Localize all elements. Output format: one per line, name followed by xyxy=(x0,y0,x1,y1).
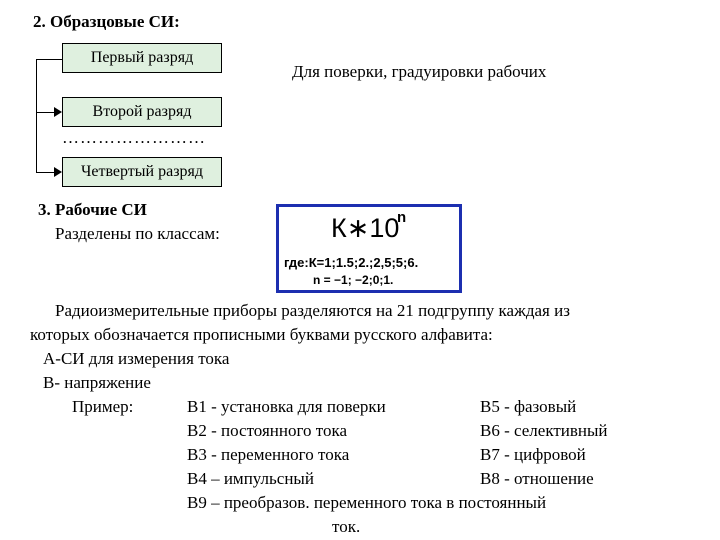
example-b1: В1 - установка для поверки xyxy=(187,397,386,416)
connector-vertical xyxy=(36,59,37,173)
formula-box xyxy=(276,204,462,293)
formula-n-values: n = −1; −2;0;1. xyxy=(313,273,394,287)
formula-base: К∗10 xyxy=(331,213,400,243)
box-first-rank-label: Первый разряд xyxy=(90,49,194,66)
formula-k-values: где:К=1;1.5;2.;2,5;5;6. xyxy=(284,255,419,270)
example-label: Пример: xyxy=(72,397,134,416)
section3-title: 3. Рабочие СИ xyxy=(38,200,147,219)
example-b5: В5 - фазовый xyxy=(480,397,577,416)
example-b7: В7 - цифровой xyxy=(480,445,586,464)
connector-top xyxy=(36,59,62,60)
example-b8: В8 - отношение xyxy=(480,469,594,488)
paragraph-a-line: А-СИ для измерения тока xyxy=(43,349,230,368)
connector-second xyxy=(36,112,54,113)
box-second-rank xyxy=(62,97,222,127)
example-b2: В2 - постоянного тока xyxy=(187,421,348,440)
arrow-fourth-icon xyxy=(54,167,62,177)
example-b9-continuation: ток. xyxy=(332,517,361,536)
example-b3: В3 - переменного тока xyxy=(187,445,350,464)
arrow-second-icon xyxy=(54,107,62,117)
paragraph-b-line: В- напряжение xyxy=(43,373,151,392)
example-b4: В4 – импульсный xyxy=(187,469,314,488)
ellipsis-dots: …………………… xyxy=(62,128,206,147)
example-b9: В9 – преобразов. переменного тока в постоянный xyxy=(187,493,547,512)
paragraph-line1: Радиоизмерительные приборы разделяются на 21 подгруппу каждая из xyxy=(55,301,570,320)
section2-note: Для поверки, градуировки рабочих xyxy=(292,62,547,81)
section2-title: 2. Образцовые СИ: xyxy=(33,12,180,31)
box-fourth-rank-label: Четвертый разряд xyxy=(80,163,204,180)
connector-fourth xyxy=(36,172,54,173)
section3-subtitle: Разделены по классам: xyxy=(55,224,220,243)
box-fourth-rank xyxy=(62,157,222,187)
paragraph-line2: которых обозначается прописными буквами русского алфавита: xyxy=(30,325,493,344)
box-second-rank-label: Второй разряд xyxy=(92,103,192,120)
example-b6: В6 - селективный xyxy=(480,421,608,440)
box-first-rank xyxy=(62,43,222,73)
formula-exponent: n xyxy=(397,209,407,226)
